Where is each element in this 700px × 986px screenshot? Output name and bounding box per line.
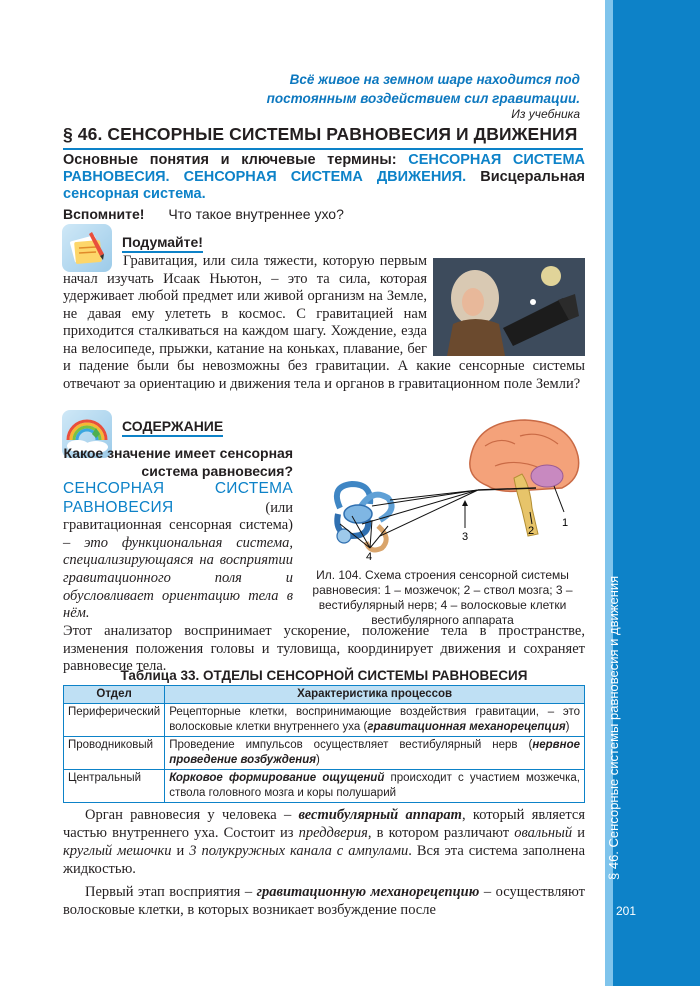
table-row [64,737,585,770]
row-text: Проведение импульсов осуществляет вестибулярный нерв ( [169,739,533,751]
body-paragraph-1 [63,806,585,878]
remember-label: Вспомните! [63,206,145,222]
page-number: 201 [615,904,637,918]
remember-question: Что такое внутреннее ухо? [168,206,344,222]
row-bold: нервное проведение возбуждения [169,739,580,766]
key-terms [63,152,585,203]
table-cell-text [165,770,585,803]
figure-label-3: 3 [462,531,469,543]
main-text-full: Этот анализатор воспринимает ускорение, положение тела в пространстве, изменения положения головы и туловища, координирует движения и сохраняет равновесие тела. [63,623,585,675]
think-paragraph: Гравитация, или сила тяжести, которую первым начал изучать Исаак Ньютон, – это та сила, которая удерживает любой предмет или живой организм на Земле, не давая ему улететь в космос. С гравитацией нам приходится сталкиваться на каждом шагу. Хождение, езда на велосипеде, прыжки, катание на коньках, плавание, бег и падение были бы невозможны без гравитации. А какие сенсорные системы отвечают за ориентацию и движения тела и органов в гравитационном поле Земли? [63,253,585,392]
p1-i1: вестибулярный аппарат [298,807,462,823]
key-term-3b: сенсорная система. [63,186,206,202]
content-heading: СОДЕРЖАНИЕ [122,418,223,437]
row-tail: ) [565,721,570,733]
main-text-italic: это функциональная система, специализирующаяся на восприятии гравитационного поля и обусловливает ориентацию тела в нём. [63,534,294,622]
p2-b: – осуществляют волосковые клетки, в которых возникает возбуждение после [63,884,585,918]
epigraph-source: Из учебника [511,107,580,121]
balance-system-term: СЕНСОРНАЯ СИСТЕМА РАВНОВЕСИЯ [63,480,293,516]
table-cell-text [165,737,585,770]
p1-d: и [577,825,586,841]
key-term-3a: Висцеральная [480,169,585,185]
p2-a: Первый этап восприятия – [85,884,253,900]
figure-caption: Ил. 104. Схема строения сенсорной системы равновесия: 1 – мозжечок; 2 – ствол мозга; 3 – вестибулярный нерв; 4 – волосковые клетки вестибулярного аппарата [312,568,573,627]
p1-f: . Вся эта система заполнена жидкостью. [63,843,586,877]
figure-label-1: 1 [562,517,569,529]
p1-c: , в котором различают [367,825,510,841]
think-text [63,253,585,393]
epigraph [160,70,580,108]
table-title: Таблица 33. ОТДЕЛЫ СЕНСОРНОЙ СИСТЕМЫ РАВНОВЕСИЯ [120,668,528,683]
p1-i5: 3 полукружных канала с ампулами [189,843,409,859]
p2-i: гравитационную механорецепцию [256,884,480,900]
balance-departments-table [63,685,585,803]
epigraph-line-2: постоянным воздействием сил гравитации. [266,91,580,106]
p1-a: Орган равновесия у человека – [85,807,292,823]
table-row [64,704,585,737]
p1-b: , который является частью внутреннего уха. Состоит из [63,807,585,841]
table-cell-text [165,704,585,737]
key-term-1: СЕНСОРНАЯ СИСТЕМА РАВНОВЕСИЯ. [63,152,585,185]
table-header-characteristics: Характеристика процессов [165,686,585,704]
epigraph-line-1: Всё живое на земном шаре находится под [289,72,580,87]
table-header-row [64,686,585,704]
row-bold: гравитационная механорецепция [367,721,566,733]
think-heading: Подумайте! [122,234,203,253]
table-cell-dept: Проводниковый [64,737,165,770]
table-cell-dept: Периферический [64,704,165,737]
p1-i3: овальный [514,825,573,841]
figure-label-2: 2 [528,525,535,537]
main-text-column [63,480,293,623]
row-bold: Корковое формирование ощущений [169,772,385,784]
title-rule [63,148,583,150]
section-title: § 46. СЕНСОРНЫЕ СИСТЕМЫ РАВНОВЕСИЯ И ДВИЖЕНИЯ [63,124,578,144]
body-paragraph-2 [63,883,585,919]
table-cell-dept: Центральный [64,770,165,803]
remember-line [63,206,344,222]
main-text-a: (или гравитационная сенсорная система) – [63,499,293,551]
row-tail: ) [316,754,320,766]
table-row [64,770,585,803]
p1-i2: преддверия [298,825,368,841]
running-title: § 46. Сенсорные системы равновесия и движения [606,575,621,880]
content-question: Какое значение имеет сенсорная система равновесия? [63,445,293,479]
balance-system-diagram [300,416,585,566]
row-tail: происходит с участием мозжечка, ствола головного мозга и коры полушарий [169,772,580,799]
key-terms-label: Основные понятия и ключевые термины: [63,152,397,168]
table-header-dept: Отдел [64,686,165,704]
key-term-2: СЕНСОРНАЯ СИСТЕМА ДВИЖЕНИЯ. [183,169,467,185]
body-text [63,806,585,919]
p1-e: и [176,843,185,859]
row-text: Рецепторные клетки, воспринимающие воздействия гравитации, – это волосковые клетки внутреннего уха ( [169,706,580,733]
figure-label-4: 4 [366,551,373,563]
p1-i4: круглый мешочки [63,843,172,859]
